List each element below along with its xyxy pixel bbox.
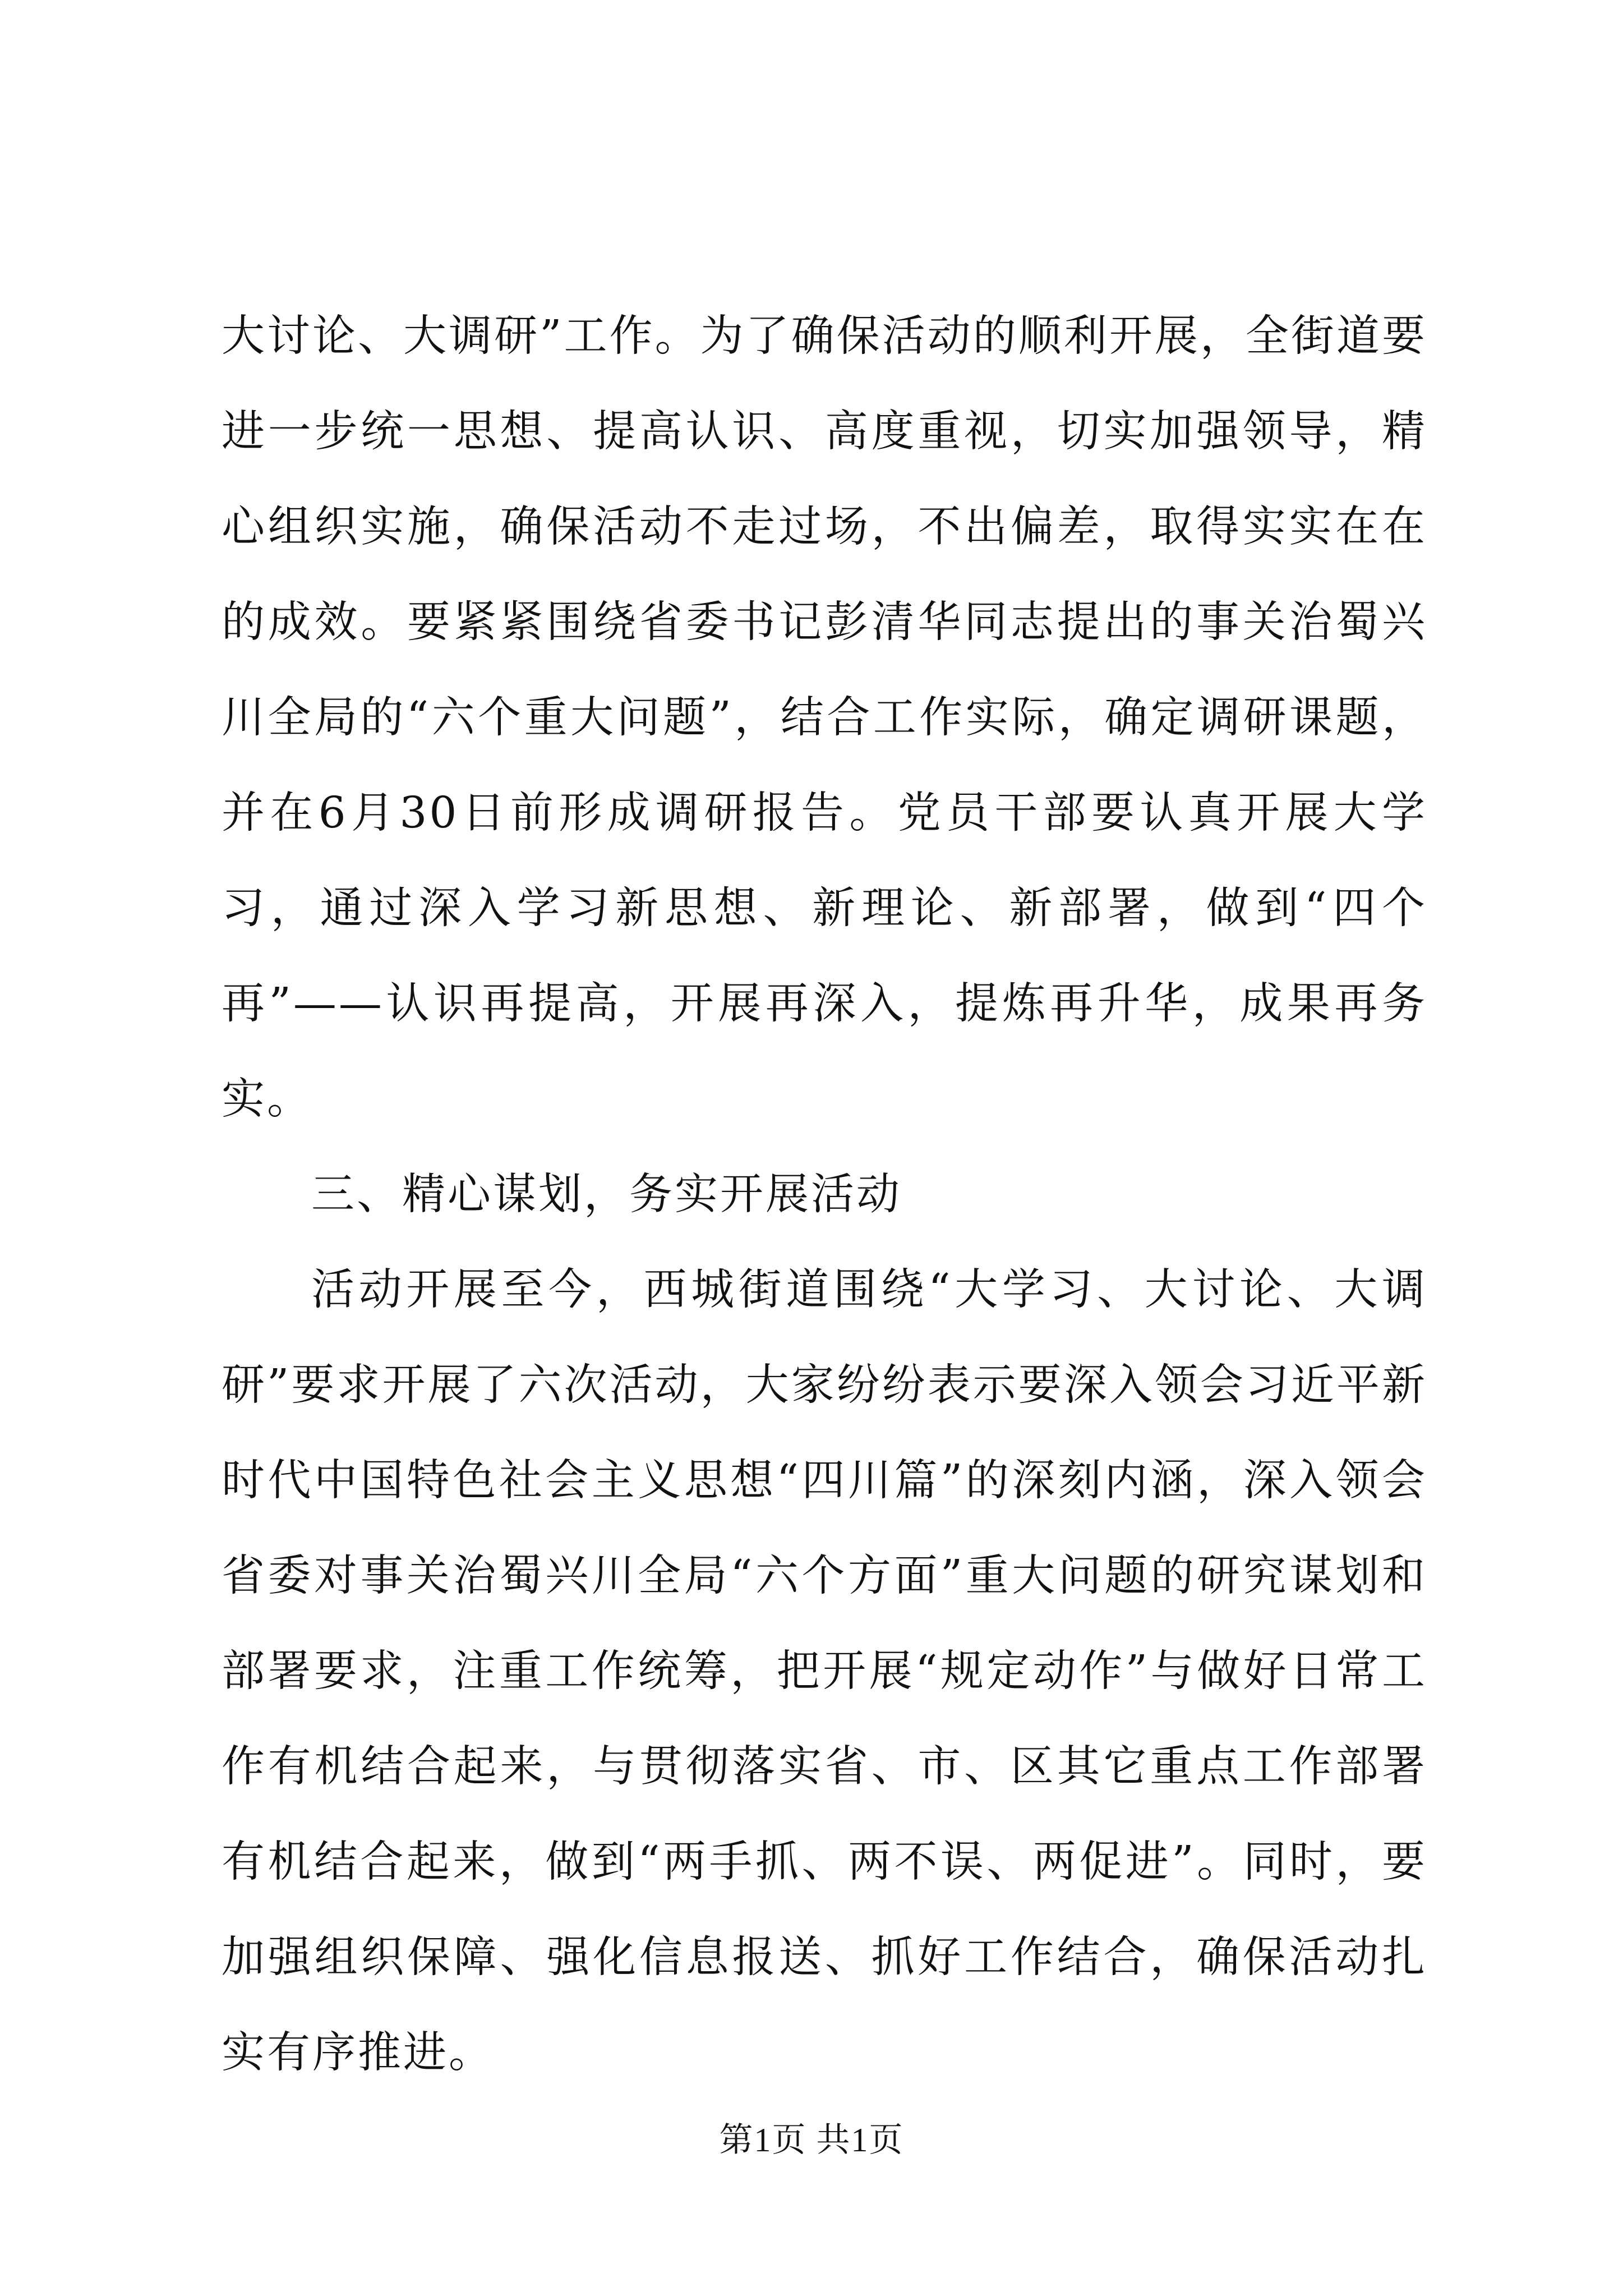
paragraph-continued: 大讨论、大调研”工作。为了确保活动的顺利开展，全街道要进一步统一思想、提高认识、高度重视，切实加强领导，精心组织实施，确保活动不走过场，不出偏差，取得实实在在的成效。要紧紧围绕省委书记彭清华同志提出的事关治蜀兴川全局的“六个重大问题”，结合工作实际，确定调研课题，并在6月30日前形成调研报告。党员干部要认真开展大学习，通过深入学习新思想、新理论、新部署，做到“四个再”——认识再提高，开展再深入，提炼再升华，成果再务实。	[222, 311, 1427, 1124]
paragraph-activities: 活动开展至今，西城街道围绕“大学习、大讨论、大调研”要求开展了六次活动，大家纷纷表示要深入领会习近平新时代中国特色社会主义思想“四川篇”的深刻内涵，深入领会省委对事关治蜀兴川全局“六个方面”重大问题的研究谋划和部署要求，注重工作统筹，把开展“规定动作”与做好日常工作有机结合起来，与贯彻落实省、市、区其它重点工作部署有机结合起来，做到“两手抓、两不误、两促进”。同时，要加强组织保障、强化信息报送、抓好工作结合，确保活动扎实有序推进。	[222, 1265, 1427, 2078]
document-body	[222, 289, 1427, 2101]
page-number-footer: 第1页 共1页	[719, 2122, 904, 2159]
section-heading: 三、精心谋划，务实开展活动	[311, 1170, 902, 1220]
